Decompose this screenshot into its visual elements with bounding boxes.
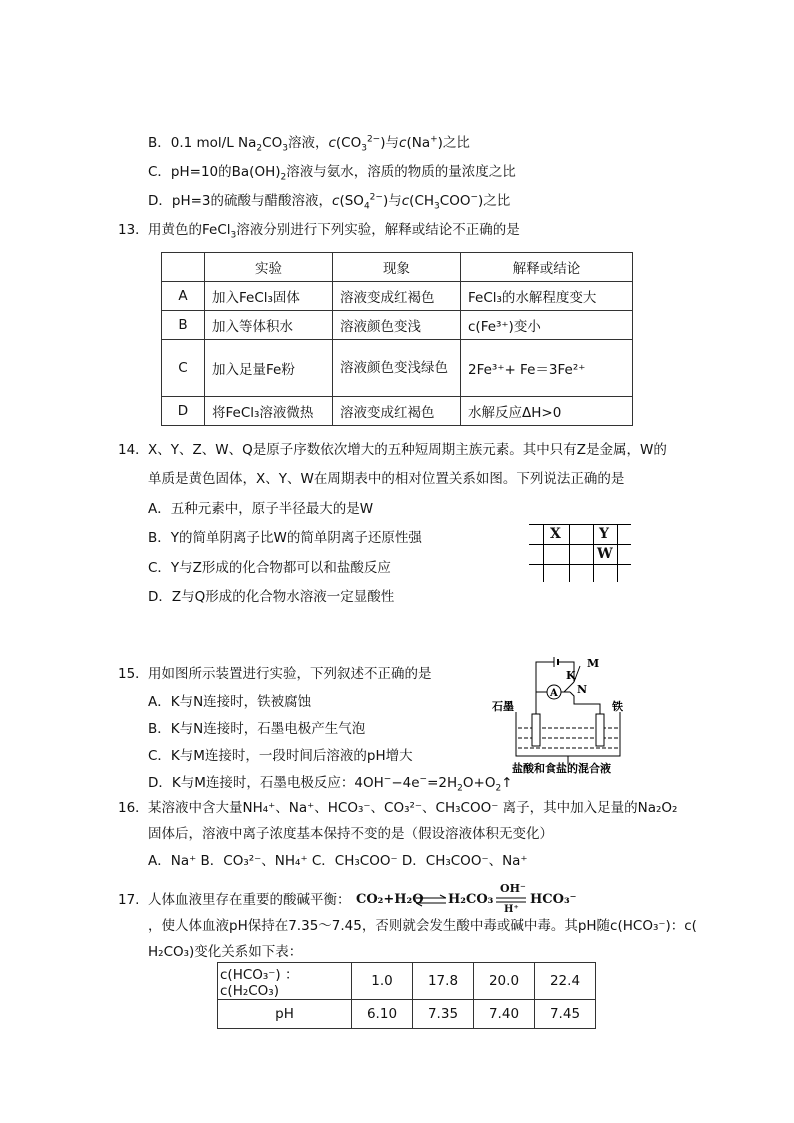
table-row: [162, 340, 633, 397]
table-cell: 22.4: [535, 963, 596, 1000]
q13-number: 13．: [118, 222, 149, 238]
table-cell: 2Fe³⁺+ Fe＝3Fe²⁺: [461, 340, 633, 397]
q14-stem-line1: X、Y、Z、W、Q是原子序数依次增大的五种短周期主族元素。其中只有Z是金属，W的: [148, 442, 667, 458]
table-cell: 加入等体积水: [205, 311, 333, 340]
table-header-cell: pH: [218, 1000, 352, 1029]
table-row: [218, 1000, 596, 1029]
table-cell: 20.0: [474, 963, 535, 1000]
table-header-cell: 实验: [205, 253, 333, 282]
q16-number: 16．: [118, 800, 149, 816]
equation-carbonic-acid: H₂CO₃: [448, 892, 494, 907]
q16-stem-line2: 固体后，溶液中离子浓度基本保持不变的是（假设溶液体积无变化）: [148, 826, 553, 842]
q17-number: 17.: [118, 892, 140, 908]
table-cell: A: [162, 282, 205, 311]
table-cell: 7.45: [535, 1000, 596, 1029]
table-cell: 加入FeCl₃固体: [205, 282, 333, 311]
table-cell: 溶液变成红褐色: [333, 282, 461, 311]
table-row: [162, 397, 633, 426]
q14-option-d: D．Z与Q形成的化合物水溶液一定显酸性: [148, 589, 395, 605]
q15-number: 15．: [118, 666, 149, 682]
electrolysis-apparatus-diagram: [488, 652, 638, 774]
table-cell: D: [162, 397, 205, 426]
q17-stem-line2: ，使人体血液pH保持在7.35～7.45，否则就会发生酸中毒或碱中毒。其pH随c(HCO₃⁻)：c(: [148, 918, 697, 934]
q15-option-a: A．K与N连接时，铁被腐蚀: [148, 694, 312, 710]
equation-arrow-top: OH⁻: [500, 882, 526, 895]
q17-table: [217, 962, 596, 1029]
table-cell: 溶液颜色变浅绿色: [333, 340, 461, 397]
table-cell: 加入足量Fe粉: [205, 340, 333, 397]
table-cell: 溶液变成红褐色: [333, 397, 461, 426]
table-cell: C: [162, 340, 205, 397]
q14-number: 14．: [118, 442, 149, 458]
table-cell: 6.10: [352, 1000, 413, 1029]
table-cell: 溶液颜色变浅: [333, 311, 461, 340]
table-cell: 水解反应ΔH>0: [461, 397, 633, 426]
iron-electrode-label: 铁: [612, 700, 623, 713]
q13-stem: 用黄色的FeCl$_3$溶液分别进行下列实验，解释或结论不正确的是: [148, 222, 520, 241]
equilibrium-arrow-icon: [496, 896, 526, 904]
equation-products: HCO₃⁻: [530, 892, 577, 907]
table-cell: 7.35: [413, 1000, 474, 1029]
equilibrium-arrow-icon: [416, 894, 446, 908]
table-header-cell: c(HCO₃⁻) ：c(H₂CO₃): [218, 963, 352, 1000]
table-header-cell: [162, 253, 205, 282]
q15-option-d: D．K与M连接时，石墨电极反应：$4OH^--4e^-=2H_2O+O_2↑$: [148, 774, 513, 794]
q17-stem-line3: H₂CO₃)变化关系如下表：: [148, 944, 303, 960]
element-y-label: Y: [599, 526, 609, 542]
q14-option-c: C．Y与Z形成的化合物都可以和盐酸反应: [148, 560, 391, 576]
table-cell: 1.0: [352, 963, 413, 1000]
q14-option-a: A．五种元素中，原子半径最大的是W: [148, 501, 374, 517]
table-cell: 将FeCl₃溶液微热: [205, 397, 333, 426]
q12-option-d: D．pH=3的硫酸与醋酸溶液，$c(SO_4^{2-})$与$c(CH_3COO^-)$之比: [148, 192, 511, 212]
table-cell: FeCl₃的水解程度变大: [461, 282, 633, 311]
q16-options: A．Na⁺ B．CO₃²⁻、NH₄⁺ C．CH₃COO⁻ D．CH₃COO⁻、Na⁺: [148, 853, 528, 869]
table-row: [162, 311, 633, 340]
equation-arrow-bottom: H⁺: [504, 904, 519, 915]
table-header-cell: 现象: [333, 253, 461, 282]
switch-k-label: K: [566, 669, 576, 682]
table-cell: c(Fe³⁺)变小: [461, 311, 633, 340]
q16-stem-line1: 某溶液中含大量NH₄⁺、Na⁺、HCO₃⁻、CO₃²⁻、CH₃COO⁻ 离子，其中加入足量的Na₂O₂: [148, 800, 678, 816]
table-header-cell: 解释或结论: [461, 253, 633, 282]
q15-option-c: C．K与M连接时，一段时间后溶液的pH增大: [148, 748, 413, 764]
ammeter-label: A: [550, 688, 558, 699]
table-header-row: [162, 253, 633, 282]
element-w-label: W: [597, 546, 613, 562]
equation-reactants: CO₂+H₂O: [356, 892, 424, 907]
table-row: [218, 963, 596, 1000]
q14-stem-line2: 单质是黄色固体，X、Y、W在周期表中的相对位置关系如图。下列说法正确的是: [148, 471, 625, 487]
table-row: [162, 282, 633, 311]
terminal-m-label: M: [587, 657, 600, 670]
q12-option-c: C．pH=10的$Ba(OH)_2$溶液与氨水，溶质的物质的量浓度之比: [148, 164, 516, 183]
q13-table: [161, 252, 633, 426]
solution-caption: 盐酸和食盐的混合液: [512, 762, 611, 774]
q15-stem: 用如图所示装置进行实验，下列叙述不正确的是: [148, 666, 432, 682]
q15-option-b: B．K与N连接时，石墨电极产生气泡: [148, 721, 366, 737]
table-cell: B: [162, 311, 205, 340]
table-cell: 17.8: [413, 963, 474, 1000]
q12-option-b: B．0.1 mol/L $Na_2CO_3$溶液，$c(CO_3^{2-})$与c(Na+)之比: [148, 134, 470, 154]
periodic-table-fragment: [529, 524, 631, 582]
q14-option-b: B．Y的简单阴离子比W的简单阴离子还原性强: [148, 530, 422, 546]
element-x-label: X: [550, 526, 561, 542]
terminal-n-label: N: [577, 683, 588, 696]
graphite-electrode-label: 石墨: [492, 700, 514, 713]
table-cell: 7.40: [474, 1000, 535, 1029]
q17-stem-line1: 人体血液里存在重要的酸碱平衡：: [148, 892, 351, 908]
